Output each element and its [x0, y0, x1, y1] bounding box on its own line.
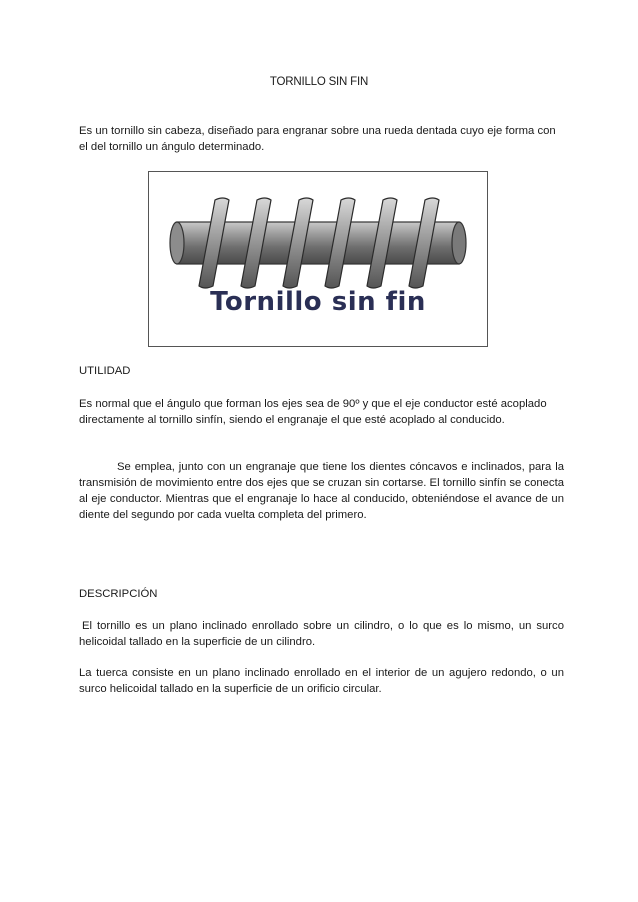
figure-caption: Tornillo sin fin	[210, 287, 426, 317]
utilidad-paragraph-2: Se emplea, junto con un engranaje que tiene los dientes cóncavos e inclinados, para la transmisión de movimiento entre dos ejes que se cruzan sin cortarse. El tornillo sinfín se conecta al eje conductor. Mientras que el engranaje lo hace al conducido, obteniéndose el avance de un diente del segundo por cada vuelta completa del primero.	[79, 461, 564, 521]
utilidad-paragraph-1: Es normal que el ángulo que forman los ejes sea de 90º y que el eje conductor esté acoplado directamente al tornillo sinfín, siendo el engranaje el que esté acoplado al conducido.	[79, 398, 547, 426]
worm-screw-illustration	[149, 172, 487, 346]
section-heading-descripcion: DESCRIPCIÓN	[79, 588, 158, 600]
intro-paragraph: Es un tornillo sin cabeza, diseñado para engranar sobre una rueda dentada cuyo eje forma con el del tornillo un ángulo determinado.	[79, 125, 556, 153]
descripcion-paragraph-1: El tornillo es un plano inclinado enrollado sobre un cilindro, o lo que es lo mismo, un surco helicoidal tallado en la superficie de un cilindro.	[79, 620, 564, 648]
page-title: TORNILLO SIN FIN	[269, 76, 369, 88]
section-heading-utilidad: UTILIDAD	[79, 365, 131, 377]
worm-screw-figure	[148, 171, 488, 347]
descripcion-paragraph-2: La tuerca consiste en un plano inclinado enrollado en el interior de un agujero redondo, o un surco helicoidal tallado en la superficie de un orificio circular.	[79, 667, 564, 695]
